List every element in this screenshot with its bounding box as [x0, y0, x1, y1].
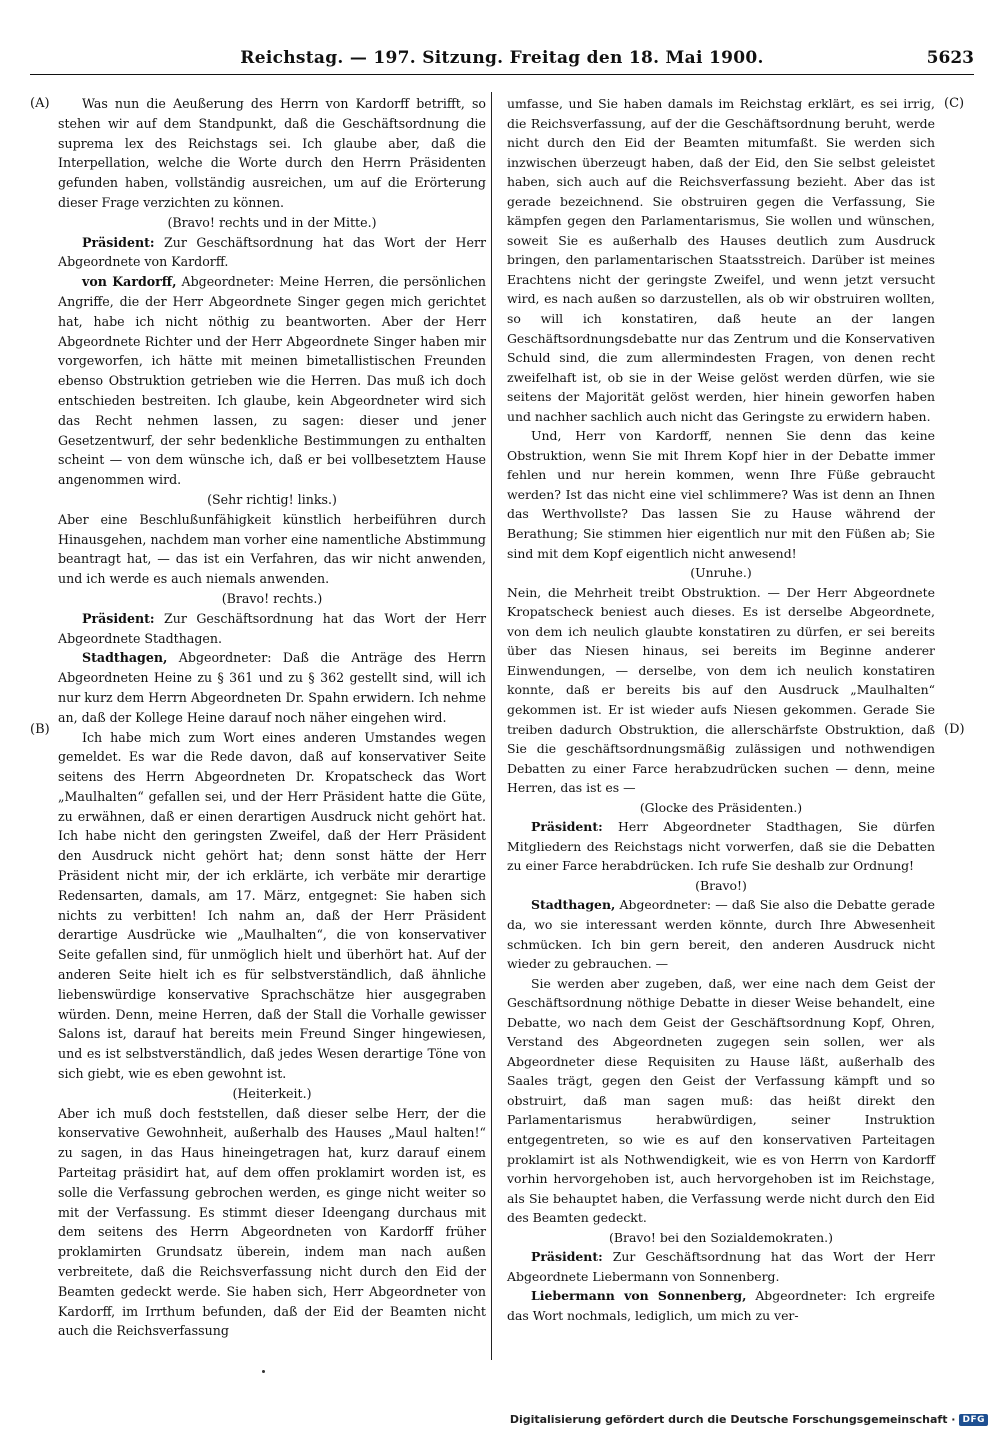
speech-paragraph: [58, 648, 486, 727]
page-header: [30, 44, 974, 75]
speech-paragraph: [507, 1247, 935, 1286]
margin-mark-a: (A): [30, 96, 50, 111]
paragraph: Sie werden aber zugeben, daß, wer eine nach dem Geist der Geschäftsordnung nöthige Debatte in dieser Weise behandelt, eine Debatte, wo nach dem Geist der Geschäftsordnung Kopf, Ohren, Verstand des Abgeordneten zugegen sein sollen, wer als Abgeordneter diese Requisiten zu Hause läßt, außerhalb des Saales trägt, gegen den Geist der Verfassung kämpft und so obstruirt, daß man sagen muß: das heißt direkt den Parlamentarismus herabwürdigen, seiner Instruktion entgegentreten, so wie es auf den konservativen Parteitagen proklamirt ist als Nothwendigkeit, wie es von Herrn von Kardorff vorhin hervorgehoben ist, auch hervorgehoben ist im Reichstage, als Sie behauptet haben, die Verfassung werde nicht durch den Eid des Beamten gedeckt.: [507, 975, 935, 1226]
speech-paragraph: [58, 272, 486, 490]
paragraph: Und, Herr von Kardorff, nennen Sie denn das keine Obstruktion, wenn Sie mit Ihrem Kopf hier in der Debatte immer fehlen und nur herein kommen, wenn Ihre Füße gebraucht werden? Ist das nicht eine viel schlimmere? Was ist denn an Ihnen das Werthvollste? Das lassen Sie zu Hause während der Berathung; Sie stimmen hier eigentlich nur mit den Füßen ab; Sie sind mit dem Kopf eigentlich nicht anwesend!: [507, 428, 935, 561]
speaker-name: Stadthagen,: [82, 650, 168, 666]
page-title: Reichstag. — 197. Sitzung. Freitag den 18. Mai 1900.: [240, 48, 764, 68]
speech-text: Zur Geschäftsordnung hat das Wort der Herr Abgeordnete von Kardorff.: [58, 234, 486, 270]
interjection: (Sehr richtig! links.): [207, 491, 337, 507]
speech-paragraph: [507, 895, 935, 973]
speech-paragraph: [58, 609, 486, 649]
interjection: (Heiterkeit.): [232, 1085, 312, 1101]
speech-text: Abgeordneter: Ich ergreife das Wort nochmals, lediglich, um mich zu ver-: [507, 1288, 935, 1323]
speaker-name: Stadthagen,: [531, 897, 616, 913]
speaker-name: von Kardorff,: [82, 274, 177, 290]
paragraph: Ich habe mich zum Wort eines anderen Umstandes wegen gemeldet. Es war die Rede davon, daß auf konservativer Seite seitens des Herrn Abgeordneten Dr. Kropatscheck das Wort „Maulhalten“ gefallen sei, und der Herr Präsident hatte die Güte, zu erwähnen, daß er einen derartigen Ausdruck nicht gehört hat. Ich habe nicht den geringsten Zweifel, daß der Herr Präsident den Ausdruck nicht gehört hat; denn sonst hätte der Herr Präsident nicht mir, der ich erklärte, ich verbäte mir derartige Redensarten, damals, am 17. März, entgegnet: Sie haben sich nichts zu verbitten! Ich nahm an, daß der Herr Präsident derartige Ausdrücke wie „Maulhalten“, die von konservativer Seite gefallen sind, für unmöglich hielt und überhört hat. Auf der anderen Seite hielt ich es für selbstverständlich, daß ähnliche liebenswürdige konservative Sprachschätze hier ausgegraben würden. Denn, meine Herren, daß der Stall die Vorhalle gewisser Salons ist, darauf hat bereits mein Freund Singer hingewiesen, und es ist selbstverständlich, daß jedes Wesen derartige Töne von sich giebt, wie es eben gewohnt ist.: [58, 729, 486, 1082]
speech-text: Abgeordneter: — daß Sie also die Debatte gerade da, wo sie interessant werden könnte, durch Ihre Abwesenheit schmücken. Ich bin gern bereit, den anderen Ausdruck nicht wieder zu gebrauchen. —: [507, 897, 935, 972]
interjection: (Glocke des Präsidenten.): [639, 799, 803, 815]
speech-text: Zur Geschäftsordnung hat das Wort der Herr Abgeordnete Stadthagen.: [58, 610, 486, 646]
left-column: [58, 94, 486, 1341]
paragraph: Nein, die Mehrheit treibt Obstruktion. — Der Herr Abgeordnete Kropatscheck beniest auch dieses. Es ist derselbe Abgeordnete, von dem ich neulich glaubte konstatiren zu dürfen, er sei bereits über das Niesen hinaus, sei bereits im Beginne anderer Einwendungen, — derselbe, von dem ich neulich konstatiren konnte, daß er bereits bis auf den Ausdruck „Maulhalten“ gekommen ist. Er ist wieder aufs Niesen gekommen. Gerade Sie treiben dadurch Obstruktion, die allerschärfste Obstruktion, daß Sie die geschäftsordnungsmäßig zulässigen und nothwendigen Debatten zu einer Farce herabzudrücken suchen — denn, meine Herren, das ist es —: [507, 584, 935, 796]
margin-mark-d: (D): [944, 722, 965, 737]
interjection: (Bravo! rechts.): [221, 590, 323, 606]
speech-text: Zur Geschäftsordnung hat das Wort der Herr Abgeordnete Liebermann von Sonnenberg.: [507, 1249, 935, 1284]
footer-text: Digitalisierung gefördert durch die Deutsche Forschungsgemeinschaft ·: [509, 1413, 956, 1426]
speech-text: Abgeordneter: Daß die Anträge des Herrn Abgeordneten Heine zu § 361 und zu § 362 gestellt sind, will ich nur kurz dem Herrn Abgeordneten Dr. Spahn erwidern. Ich nehme an, daß der Kollege Heine darauf noch näher eingehen wird.: [58, 650, 486, 725]
speaker-name: Präsident:: [82, 234, 155, 250]
paragraph: Aber ich muß doch feststellen, daß dieser selbe Herr, der die konservative Gewohnheit, außerhalb des Hauses „Maul halten!“ zu sagen, in das Haus hineingetragen hat, kurz darauf einem Parteitag präsidirt hat, auf dem offen proklamirt worden ist, es solle die Verfassung gebrochen werden, es ginge nicht weiter so mit der Verfassung. Es stimmt dieser Ideengang durchaus mit dem seitens des Herrn Abgeordneten von Kardorff früher proklamirten Grundsatz überein, indem man nach außen verbreitete, daß die Reichsverfassung nicht durch den Eid der Beamten gedeckt werde. Sie haben sich, Herr Abgeordneter von Kardorff, im Irrthum befunden, daß der Eid der Beamten nicht auch die Reichsverfassung: [58, 1105, 486, 1339]
paragraph: Was nun die Aeußerung des Herrn von Kardorff betrifft, so stehen wir auf dem Standpunkt, daß die Geschäftsordnung die suprema lex des Reichstags sei. Ich glaube aber, daß die Interpellation, welche die Worte durch den Herrn Präsidenten gefunden haben, vollständig ausreichen, um auf die Erörterung dieser Frage verzichten zu können.: [58, 96, 486, 210]
speech-paragraph: [507, 1286, 935, 1325]
page-number: 5623: [926, 48, 974, 68]
speaker-name: Liebermann von Sonnenberg,: [531, 1288, 747, 1304]
interjection: (Bravo!): [695, 877, 747, 893]
interjection: (Bravo! rechts und in der Mitte.): [167, 214, 377, 230]
dfg-logo: DFG: [959, 1414, 988, 1426]
speech-paragraph: [507, 817, 935, 876]
speech-text: Herr Abgeordneter Stadthagen, Sie dürfen Mitgliedern des Reichstags nicht vorwerfen, daß sie die Debatten zu einer Farce herabdrücken. Ich rufe Sie deshalb zur Ordnung!: [507, 819, 935, 874]
right-column: [507, 94, 935, 1325]
margin-mark-c: (C): [944, 96, 965, 111]
speaker-name: Präsident:: [82, 610, 155, 626]
paragraph: umfasse, und Sie haben damals im Reichstag erklärt, es sei irrig, die Reichsverfassung, auf der die Geschäftsordnung beruht, werde nicht durch den Eid der Beamten mitumfaßt. Sie werden sich inzwischen überzeugt haben, daß der Eid, den Sie selbst geleistet haben, sich auch auf die Reichsverfassung bezieht. Aber das ist gerade bezeichnend. Sie obstruiren gegen die Verfassung, Sie kämpfen gegen den Parlamentarismus, Sie wollen und wünschen, soweit Sie es außerhalb des Hauses deutlich zum Ausdruck bringen, den parlamentarischen Staatsstreich. Darüber ist meines Erachtens nicht der geringste Zweifel, und wenn jetzt versucht wird, es nach außen so darzustellen, als ob wir obstruiren wollten, so will ich konstatiren, daß heute an der langen Geschäftsordnungsdebatte nur das Zentrum und die Konservativen Schuld sind, die zum allermindesten Fragen, von denen recht zweifelhaft ist, ob sie in der Weise gelöst werden dürfen, wie sie seitens der Majorität gelöst werden, hier hinein geworfen haben und nachher sachlich auch nicht das Geringste zu erwidern haben.: [507, 96, 935, 424]
interjection: (Bravo! bei den Sozialdemokraten.): [609, 1229, 833, 1245]
print-speck: [262, 1370, 265, 1373]
interjection: (Unruhe.): [690, 565, 752, 581]
speech-paragraph: [58, 233, 486, 273]
speaker-name: Präsident:: [531, 1249, 603, 1265]
footer: [510, 1413, 988, 1426]
speaker-name: Präsident:: [531, 819, 603, 835]
speech-text: Abgeordneter: Meine Herren, die persönlichen Angriffe, die der Herr Abgeordnete Singer gegen mich gerichtet hat, habe ich nicht nöthig zu beantworten. Aber der Herr Abgeordnete Richter und der Herr Abgeordnete Singer haben mir vorgeworfen, ich hätte mit meinen bimetallistischen Freunden ebenso Obstruktion getrieben wie die Herren. Das muß ich doch entschieden bestreiten. Ich glaube, kein Abgeordneter wird sich das Recht nehmen lassen, zu sagen: dieser und jener Gesetzentwurf, der sehr bedenkliche Bestimmungen zu enthalten scheint — von dem wünsche ich, daß er bei vollbesetztem Hause angenommen wird.: [58, 274, 487, 488]
column-divider: [491, 92, 492, 1360]
paragraph: Aber eine Beschlußunfähigkeit künstlich herbeiführen durch Hinausgehen, nachdem man vorher eine namentliche Abstimmung beantragt hat, — das ist ein Verfahren, das wir nicht anwenden, und ich werde es auch niemals anwenden.: [58, 511, 486, 587]
margin-mark-b: (B): [30, 722, 50, 737]
